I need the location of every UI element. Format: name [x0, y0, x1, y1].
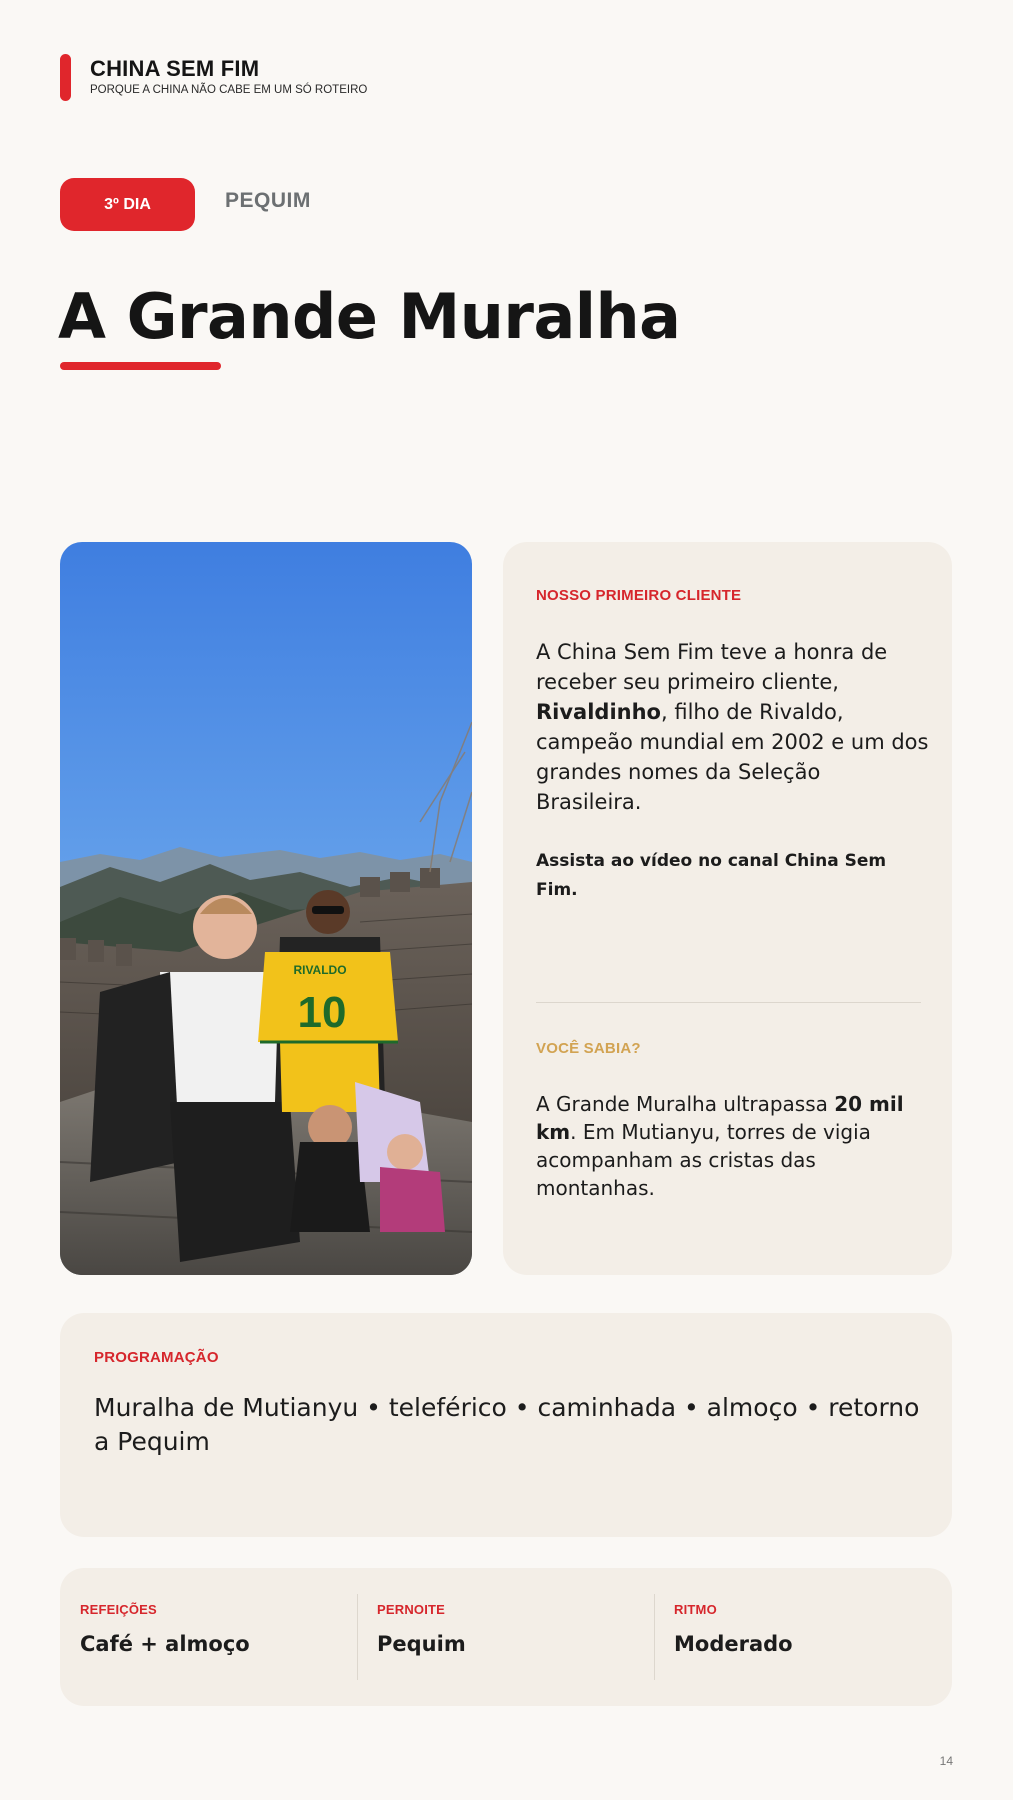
program-card — [60, 1313, 952, 1537]
jersey-number: 10 — [297, 988, 347, 1037]
stat-overnight — [357, 1568, 654, 1706]
info-card — [503, 542, 952, 1275]
stat-meals — [60, 1568, 357, 1706]
jersey-name: RIVALDO — [293, 963, 347, 977]
watch-video-text: Assista ao vídeo no canal China Sem Fim. — [536, 851, 887, 900]
stat-value: Pequim — [377, 1632, 466, 1656]
program-label: PROGRAMAÇÃO — [94, 1349, 219, 1366]
fact-text-bold: 20 mil km — [536, 1092, 904, 1144]
did-you-know-paragraph — [536, 1090, 931, 1202]
title-underline — [60, 362, 221, 370]
brand-accent-bar — [60, 54, 71, 101]
first-client-paragraph — [536, 637, 931, 817]
section-divider — [536, 1002, 921, 1003]
stat-value: Moderado — [674, 1632, 793, 1656]
fact-text-after: . Em Mutianyu, torres de vigia acompanham as cristas das montanhas. — [536, 1120, 871, 1200]
stat-label: PERNOITE — [377, 1602, 446, 1617]
para-text-before: A China Sem Fim teve a honra de receber seu primeiro cliente, — [536, 640, 888, 694]
city-label: PEQUIM — [225, 189, 311, 212]
day-badge: 3º DIA — [60, 178, 195, 231]
stat-label: RITMO — [674, 1602, 717, 1617]
page-title: A Grande Muralha — [58, 280, 681, 353]
brand-header — [60, 54, 460, 102]
para-text-bold: Rivaldinho — [536, 700, 661, 724]
program-text: Muralha de Mutianyu • teleférico • caminhada • almoço • retorno a Pequim — [94, 1393, 920, 1456]
stats-card — [60, 1568, 952, 1706]
stat-pace — [654, 1568, 951, 1706]
brand-title: CHINA SEM FIM — [90, 56, 260, 81]
stat-label: REFEIÇÕES — [80, 1602, 157, 1617]
fact-text-before: A Grande Muralha ultrapassa — [536, 1092, 835, 1116]
para-text-after: , filho de Rivaldo, campeão mundial em 2002 e um dos grandes nomes da Seleção Brasileira. — [536, 700, 929, 814]
stat-value: Café + almoço — [80, 1632, 250, 1656]
first-client-label: NOSSO PRIMEIRO CLIENTE — [536, 587, 742, 604]
page-number: 14 — [939, 1754, 953, 1768]
great-wall-photo — [60, 542, 472, 1275]
did-you-know-label: VOCÊ SABIA? — [536, 1040, 641, 1057]
brand-subtitle: PORQUE A CHINA NÃO CABE EM UM SÓ ROTEIRO — [90, 84, 368, 96]
